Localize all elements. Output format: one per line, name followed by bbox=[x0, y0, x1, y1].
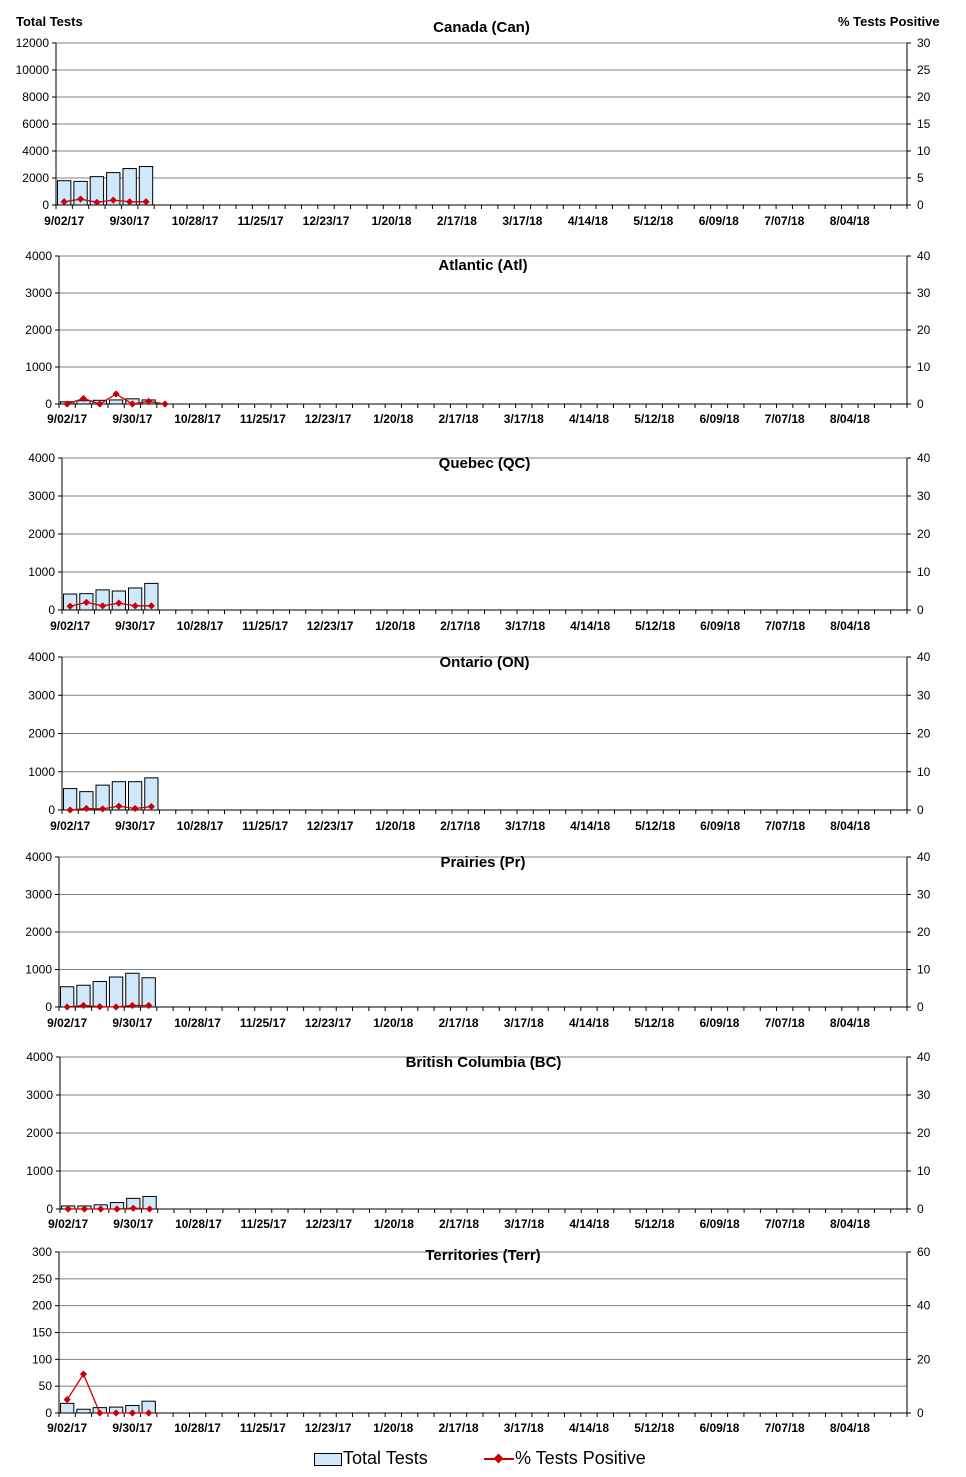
x-tick-label: 10/28/17 bbox=[175, 1217, 222, 1231]
x-tick-label: 1/20/18 bbox=[373, 1217, 414, 1231]
bar bbox=[61, 1403, 74, 1413]
x-tick-label: 9/30/17 bbox=[109, 214, 150, 228]
x-tick-label: 6/09/18 bbox=[699, 1016, 740, 1030]
x-tick-label: 4/14/18 bbox=[568, 1016, 610, 1030]
y-tick-label: 2000 bbox=[25, 323, 52, 337]
x-tick-label: 1/20/18 bbox=[371, 214, 412, 228]
x-tick-label: 1/20/18 bbox=[373, 1016, 414, 1030]
y2-tick-label: 0 bbox=[917, 1202, 924, 1216]
y2-tick-label: 30 bbox=[917, 887, 931, 902]
y2-tick-label: 0 bbox=[917, 603, 924, 617]
y-tick-label: 300 bbox=[31, 1245, 52, 1259]
x-tick-label: 12/23/17 bbox=[305, 1217, 353, 1231]
y2-tick-label: 10 bbox=[917, 1164, 931, 1178]
y-tick-label: 2000 bbox=[26, 1126, 53, 1140]
y2-tick-label: 60 bbox=[917, 1245, 931, 1259]
y-tick-label: 2000 bbox=[28, 527, 55, 541]
y2-tick-label: 40 bbox=[917, 249, 931, 263]
y2-tick-label: 20 bbox=[917, 323, 931, 337]
y2-tick-label: 0 bbox=[917, 397, 924, 411]
x-tick-label: 4/14/18 bbox=[567, 214, 608, 228]
x-tick-label: 9/02/17 bbox=[47, 412, 88, 426]
line-marker bbox=[161, 400, 168, 407]
x-tick-label: 2/17/18 bbox=[436, 214, 477, 228]
y2-tick-label: 0 bbox=[917, 1000, 924, 1014]
chart-title: Quebec (QC) bbox=[438, 455, 531, 472]
y2-tick-label: 20 bbox=[917, 1126, 931, 1140]
y-tick-label: 4000 bbox=[22, 144, 49, 158]
x-tick-label: 2/17/18 bbox=[440, 819, 481, 833]
x-tick-label: 12/23/17 bbox=[304, 1016, 352, 1030]
right-axis-header: % Tests Positive bbox=[838, 14, 940, 29]
x-tick-label: 9/02/17 bbox=[47, 1016, 88, 1030]
x-tick-label: 9/30/17 bbox=[112, 412, 153, 426]
y2-tick-label: 10 bbox=[917, 144, 931, 158]
y-tick-label: 10000 bbox=[15, 63, 49, 77]
y2-tick-label: 20 bbox=[917, 925, 931, 939]
x-tick-label: 6/09/18 bbox=[699, 412, 740, 426]
x-tick-label: 10/28/17 bbox=[171, 214, 219, 228]
x-tick-label: 2/17/18 bbox=[438, 1016, 479, 1030]
x-tick-label: 12/23/17 bbox=[304, 1421, 352, 1435]
x-tick-label: 3/17/18 bbox=[502, 214, 543, 228]
y-tick-label: 50 bbox=[38, 1379, 52, 1394]
x-tick-label: 2/17/18 bbox=[438, 1421, 479, 1435]
x-tick-label: 3/17/18 bbox=[505, 819, 546, 833]
y-tick-label: 150 bbox=[31, 1325, 52, 1340]
y-tick-label: 4000 bbox=[25, 249, 52, 263]
y-tick-label: 2000 bbox=[28, 726, 55, 741]
x-tick-label: 6/09/18 bbox=[700, 619, 741, 633]
x-tick-label: 11/25/17 bbox=[239, 1421, 286, 1435]
x-tick-label: 10/28/17 bbox=[174, 1016, 221, 1030]
x-tick-label: 12/23/17 bbox=[306, 819, 354, 833]
y2-tick-label: 10 bbox=[917, 962, 931, 977]
x-tick-label: 1/20/18 bbox=[375, 819, 416, 833]
bar bbox=[109, 977, 122, 1007]
line-marker bbox=[64, 1396, 71, 1403]
x-tick-label: 4/14/18 bbox=[568, 412, 610, 426]
x-tick-label: 9/30/17 bbox=[112, 1016, 153, 1030]
chart-panel-3 bbox=[28, 451, 930, 633]
x-tick-label: 10/28/17 bbox=[176, 619, 224, 633]
chart-title: Prairies (Pr) bbox=[440, 854, 526, 871]
x-tick-label: 9/30/17 bbox=[115, 619, 156, 633]
legend-bar-swatch bbox=[314, 1453, 342, 1466]
y2-tick-label: 40 bbox=[917, 650, 931, 664]
x-tick-label: 5/12/18 bbox=[634, 1421, 675, 1435]
x-tick-label: 4/14/18 bbox=[570, 819, 611, 833]
x-tick-label: 2/17/18 bbox=[438, 412, 479, 426]
x-tick-label: 8/04/18 bbox=[830, 819, 871, 833]
y2-tick-label: 30 bbox=[917, 286, 931, 300]
x-tick-label: 11/25/17 bbox=[242, 619, 289, 633]
chart-panel-4 bbox=[28, 650, 930, 833]
y2-tick-label: 0 bbox=[917, 803, 924, 817]
x-tick-label: 7/07/18 bbox=[764, 1421, 805, 1435]
y2-tick-label: 25 bbox=[917, 63, 931, 77]
x-tick-label: 10/28/17 bbox=[176, 819, 224, 833]
x-tick-label: 11/25/17 bbox=[239, 412, 286, 426]
x-tick-label: 11/25/17 bbox=[242, 819, 289, 833]
y-tick-label: 12000 bbox=[15, 36, 49, 50]
x-tick-label: 7/07/18 bbox=[764, 412, 805, 426]
y-tick-label: 3000 bbox=[25, 887, 52, 902]
x-tick-label: 9/02/17 bbox=[50, 819, 91, 833]
y2-tick-label: 20 bbox=[917, 726, 931, 741]
x-tick-label: 1/20/18 bbox=[373, 1421, 414, 1435]
x-tick-label: 4/14/18 bbox=[570, 619, 611, 633]
x-tick-label: 9/30/17 bbox=[112, 1421, 153, 1435]
x-tick-label: 5/12/18 bbox=[634, 1217, 675, 1231]
y-tick-label: 1000 bbox=[25, 360, 52, 374]
y-tick-label: 0 bbox=[48, 803, 55, 817]
y2-tick-label: 10 bbox=[917, 764, 931, 779]
y2-tick-label: 40 bbox=[917, 1050, 931, 1064]
x-tick-label: 7/07/18 bbox=[764, 1217, 805, 1231]
chart-title: Atlantic (Atl) bbox=[438, 257, 528, 274]
y-tick-label: 3000 bbox=[26, 1088, 53, 1102]
x-tick-label: 11/25/17 bbox=[240, 1217, 287, 1231]
y-tick-label: 1000 bbox=[25, 962, 52, 977]
y-tick-label: 1000 bbox=[28, 565, 55, 579]
y-tick-label: 0 bbox=[42, 198, 49, 212]
x-tick-label: 1/20/18 bbox=[373, 412, 414, 426]
y2-tick-label: 20 bbox=[917, 1352, 931, 1367]
y-tick-label: 4000 bbox=[28, 650, 55, 664]
y-tick-label: 4000 bbox=[28, 451, 55, 465]
y2-tick-label: 0 bbox=[917, 198, 924, 212]
y-tick-label: 6000 bbox=[22, 117, 49, 131]
legend-marker-icon bbox=[494, 1454, 504, 1464]
x-tick-label: 10/28/17 bbox=[174, 412, 221, 426]
y-tick-label: 2000 bbox=[22, 171, 49, 185]
y-tick-label: 0 bbox=[45, 397, 52, 411]
x-tick-label: 9/02/17 bbox=[48, 1217, 89, 1231]
x-tick-label: 3/17/18 bbox=[504, 1217, 545, 1231]
x-tick-label: 6/09/18 bbox=[699, 1217, 740, 1231]
x-tick-label: 10/28/17 bbox=[174, 1421, 221, 1435]
x-tick-label: 3/17/18 bbox=[503, 1421, 544, 1435]
x-tick-label: 3/17/18 bbox=[503, 1016, 544, 1030]
bar bbox=[77, 1409, 90, 1413]
y2-tick-label: 40 bbox=[917, 1298, 931, 1313]
chart-panel-5 bbox=[25, 850, 930, 1030]
x-tick-label: 7/07/18 bbox=[765, 819, 806, 833]
y-tick-label: 0 bbox=[45, 1406, 52, 1420]
y-tick-label: 8000 bbox=[22, 90, 49, 104]
x-tick-label: 3/17/18 bbox=[503, 412, 544, 426]
x-tick-label: 5/12/18 bbox=[635, 819, 676, 833]
x-tick-label: 2/17/18 bbox=[440, 619, 481, 633]
legend-bars-label: Total Tests bbox=[343, 1448, 428, 1468]
chart-title: British Columbia (BC) bbox=[405, 1054, 562, 1071]
x-tick-label: 8/04/18 bbox=[829, 214, 870, 228]
y-tick-label: 3000 bbox=[28, 688, 55, 703]
x-tick-label: 8/04/18 bbox=[829, 1016, 870, 1030]
x-tick-label: 9/02/17 bbox=[50, 619, 91, 633]
y2-tick-label: 10 bbox=[917, 565, 931, 579]
y2-tick-label: 40 bbox=[917, 451, 931, 465]
x-tick-label: 8/04/18 bbox=[830, 619, 871, 633]
legend bbox=[312, 1448, 692, 1470]
x-tick-label: 6/09/18 bbox=[700, 819, 741, 833]
y2-tick-label: 15 bbox=[917, 117, 931, 131]
y2-tick-label: 0 bbox=[917, 1406, 924, 1420]
chart-panel-1 bbox=[16, 19, 931, 228]
x-tick-label: 7/07/18 bbox=[765, 619, 806, 633]
x-tick-label: 9/02/17 bbox=[47, 1421, 88, 1435]
chart-panel-6 bbox=[26, 1050, 930, 1231]
y2-tick-label: 5 bbox=[917, 171, 924, 185]
x-tick-label: 2/17/18 bbox=[439, 1217, 480, 1231]
chart-panel-7 bbox=[32, 1245, 931, 1435]
x-tick-label: 8/04/18 bbox=[829, 412, 870, 426]
y-tick-label: 2000 bbox=[25, 925, 52, 939]
x-tick-label: 3/17/18 bbox=[505, 619, 546, 633]
y-tick-label: 0 bbox=[48, 603, 55, 617]
y2-tick-label: 10 bbox=[917, 360, 931, 374]
y2-tick-label: 30 bbox=[917, 1088, 931, 1102]
x-tick-label: 9/02/17 bbox=[44, 214, 85, 228]
line-marker bbox=[112, 390, 119, 397]
x-tick-label: 8/04/18 bbox=[829, 1217, 871, 1231]
x-tick-label: 6/09/18 bbox=[698, 214, 739, 228]
x-tick-label: 11/25/17 bbox=[237, 214, 284, 228]
x-tick-label: 6/09/18 bbox=[699, 1421, 740, 1435]
y-tick-label: 4000 bbox=[25, 850, 52, 864]
y-tick-label: 0 bbox=[45, 1000, 52, 1014]
y2-tick-label: 30 bbox=[917, 36, 931, 50]
y-tick-label: 4000 bbox=[26, 1050, 53, 1064]
y-tick-label: 100 bbox=[31, 1352, 52, 1367]
y-tick-label: 3000 bbox=[25, 286, 52, 300]
y-tick-label: 0 bbox=[46, 1202, 53, 1216]
chart-title: Territories (Terr) bbox=[425, 1247, 541, 1264]
chart-title: Ontario (ON) bbox=[439, 654, 530, 671]
y-tick-label: 250 bbox=[31, 1271, 52, 1286]
x-tick-label: 12/23/17 bbox=[302, 214, 350, 228]
x-tick-label: 7/07/18 bbox=[764, 214, 805, 228]
x-tick-label: 5/12/18 bbox=[633, 214, 674, 228]
bar bbox=[109, 400, 122, 404]
line-marker bbox=[80, 1370, 87, 1377]
chart-panel-2 bbox=[25, 249, 930, 426]
y-tick-label: 1000 bbox=[26, 1164, 53, 1178]
chart-title: Canada (Can) bbox=[433, 19, 530, 36]
y2-tick-label: 30 bbox=[917, 688, 931, 703]
x-tick-label: 11/25/17 bbox=[239, 1016, 286, 1030]
x-tick-label: 4/14/18 bbox=[568, 1421, 610, 1435]
x-tick-label: 1/20/18 bbox=[375, 619, 416, 633]
x-tick-label: 9/30/17 bbox=[113, 1217, 154, 1231]
x-tick-label: 5/12/18 bbox=[635, 619, 676, 633]
x-tick-label: 5/12/18 bbox=[634, 412, 675, 426]
x-tick-label: 9/30/17 bbox=[115, 819, 156, 833]
y-tick-label: 200 bbox=[31, 1298, 52, 1313]
x-tick-label: 12/23/17 bbox=[306, 619, 354, 633]
y2-tick-label: 20 bbox=[917, 90, 931, 104]
legend-line-label: % Tests Positive bbox=[515, 1448, 646, 1468]
y-tick-label: 1000 bbox=[28, 764, 55, 779]
x-tick-label: 7/07/18 bbox=[764, 1016, 805, 1030]
x-tick-label: 12/23/17 bbox=[304, 412, 352, 426]
x-tick-label: 4/14/18 bbox=[569, 1217, 610, 1231]
x-tick-label: 5/12/18 bbox=[634, 1016, 675, 1030]
y2-tick-label: 20 bbox=[917, 527, 931, 541]
y-tick-label: 3000 bbox=[28, 489, 55, 503]
y2-tick-label: 30 bbox=[917, 489, 931, 503]
y2-tick-label: 40 bbox=[917, 850, 931, 864]
x-tick-label: 8/04/18 bbox=[829, 1421, 870, 1435]
left-axis-header: Total Tests bbox=[16, 14, 83, 29]
